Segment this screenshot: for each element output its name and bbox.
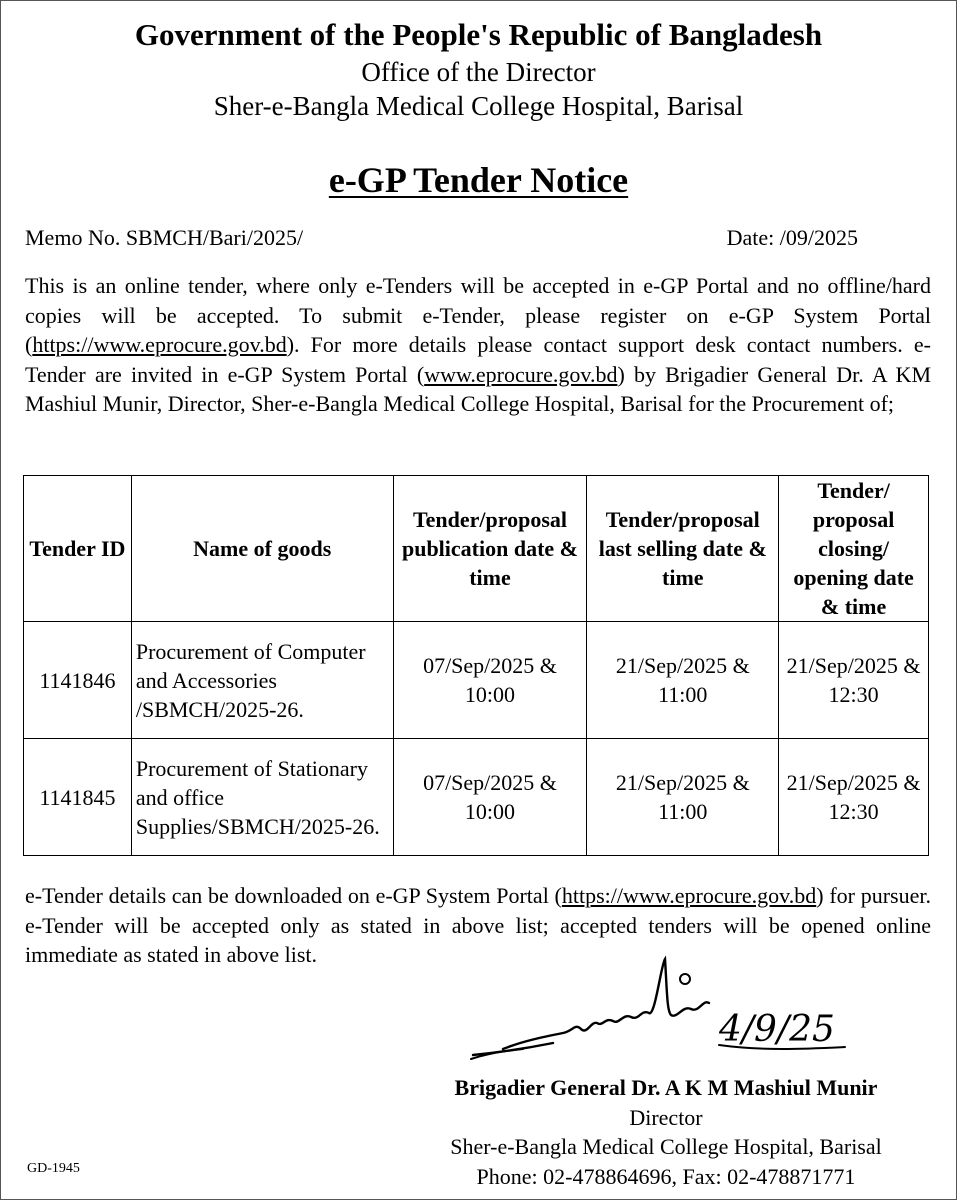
tender-table: [23, 475, 929, 856]
intro-text-3: ) by Brigadier General Dr. A KM Mashiul Munir, Director, Sher-e-Bangla Medical College Hospital, Barisal for the Procurement of;: [25, 361, 931, 416]
header-name-of-goods: Name of goods: [131, 476, 393, 622]
intro-text-1: This is an online tender, where only e-Tenders will be accepted in e-GP Portal and no offline/hard copies will be accepted. To submit e-Tender, please register on e-GP System Portal (: [25, 273, 931, 357]
signatory-organization: Sher-e-Bangla Medical College Hospital, Barisal: [450, 1134, 882, 1159]
header-last-selling-date: Tender/proposal last selling date & time: [587, 476, 779, 622]
header-publication-date: Tender/proposal publication date & time: [393, 476, 587, 622]
header-closing-date: Tender/ proposal closing/ opening date & time: [779, 476, 929, 622]
signatory-block: [381, 1073, 951, 1191]
table-row: [24, 622, 929, 739]
last-selling-date: 21/Sep/2025 & 11:00: [587, 622, 779, 739]
intro-paragraph: [25, 271, 931, 419]
footer-text-1: e-Tender details can be downloaded on e-GP System Portal (: [25, 883, 562, 908]
signatory-name: Brigadier General Dr. A K M Mashiul Munir: [454, 1075, 878, 1100]
government-heading: Government of the People's Republic of Bangladesh: [134, 17, 823, 52]
goods-name: Procurement of Stationary and office Supplies/SBMCH/2025-26.: [131, 739, 393, 856]
document-code: GD-1945: [27, 1161, 80, 1176]
eprocure-link-2[interactable]: www.eprocure.gov.bd: [424, 361, 618, 387]
notice-title-text: e-GP Tender Notice: [328, 160, 629, 200]
header-tender-id: Tender ID: [24, 476, 132, 622]
notice-date: Date: /09/2025: [726, 225, 858, 250]
table-header-row: [24, 476, 929, 622]
handwritten-signature: [463, 951, 863, 1071]
office-heading: Office of the Director: [361, 57, 596, 87]
publication-date: 07/Sep/2025 & 10:00: [393, 739, 587, 856]
tender-id: 1141845: [24, 739, 132, 856]
closing-date: 21/Sep/2025 & 12:30: [779, 622, 929, 739]
signature-date: 4/9/25: [719, 1009, 835, 1050]
closing-date: 21/Sep/2025 & 12:30: [779, 739, 929, 856]
footer-text-2: ) for pursuer. e-Tender will be accepted only as stated in above list; accepted tenders will be opened online immediate as stated in above list.: [25, 883, 931, 967]
signatory-title: Director: [629, 1104, 703, 1130]
signatory-contact: Phone: 02-478864696, Fax: 02-478871771: [476, 1163, 856, 1189]
table-row: [24, 739, 929, 856]
notice-title: [1, 159, 956, 201]
publication-date: 07/Sep/2025 & 10:00: [393, 622, 587, 739]
goods-name: Procurement of Computer and Accessories /SBMCH/2025-26.: [131, 622, 393, 739]
tender-id: 1141846: [24, 622, 132, 739]
eprocure-link-1[interactable]: https://www.eprocure.gov.bd: [32, 332, 287, 357]
memo-number: Memo No. SBMCH/Bari/2025/: [25, 225, 304, 250]
hospital-heading: Sher-e-Bangla Medical College Hospital, Barisal: [213, 91, 744, 121]
last-selling-date: 21/Sep/2025 & 11:00: [587, 739, 779, 856]
eprocure-link-3[interactable]: https://www.eprocure.gov.bd: [561, 883, 817, 908]
intro-text-2: ). For more details please contact support desk contact numbers. e-Tender are invited in e-GP System Portal (: [25, 332, 931, 387]
